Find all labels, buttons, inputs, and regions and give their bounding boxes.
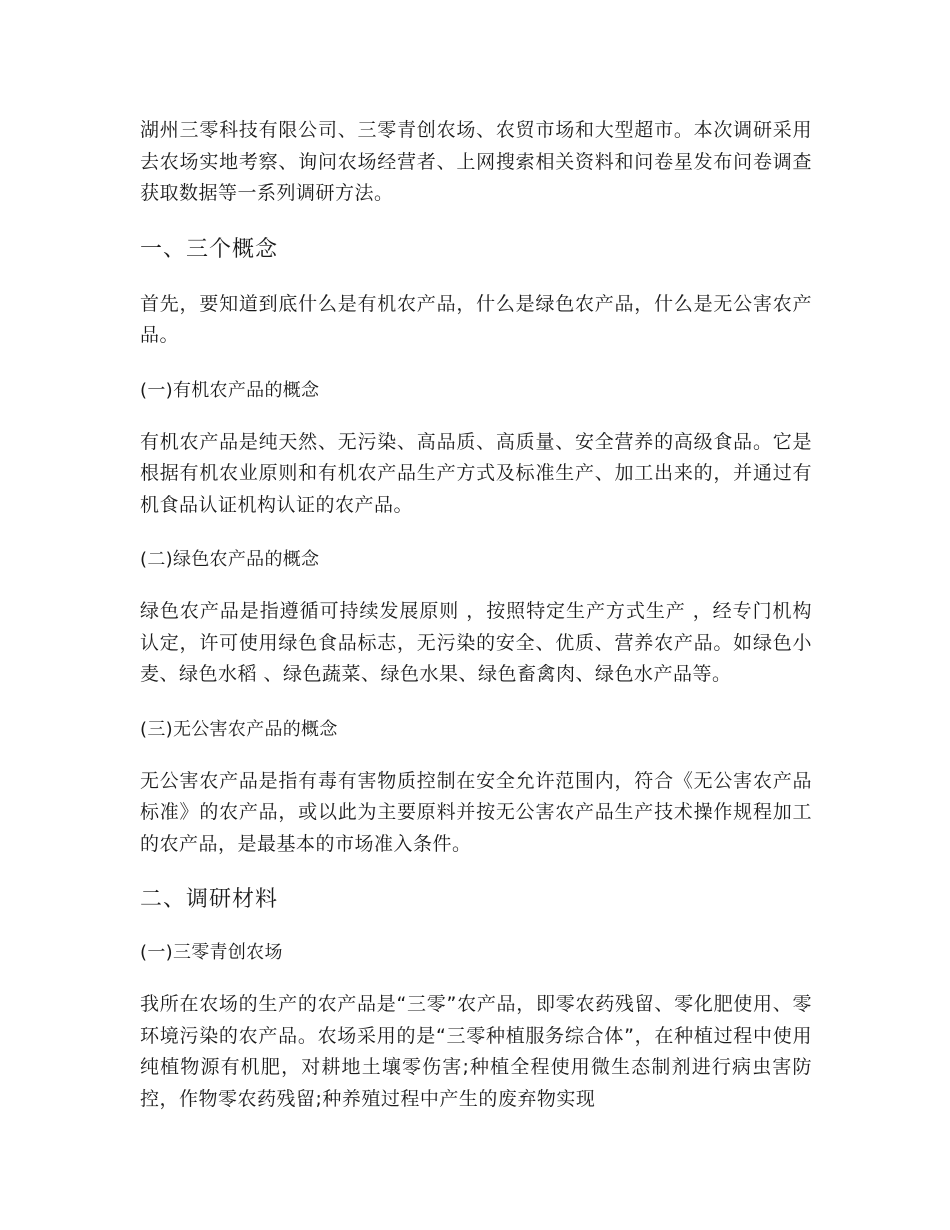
subheading-farm: (一)三零青创农场 <box>140 942 283 963</box>
farm-paragraph: 我所在农场的生产的农产品是“三零”农产品，即零农药残留、零化肥使用、零环境污染的农产品。农场采用的是“三零种植服务综合体”，在种植过程中使用纯植物源有机肥，对耕地土壤零伤害;种植全程使用微生态制剂进行病虫害防控，作物零农药残留;种养殖过程中产生的废弃物实现 <box>140 993 812 1110</box>
intro-paragraph: 湖州三零科技有限公司、三零青创农场、农贸市场和大型超市。本次调研采用去农场实地考察、询问农场经营者、上网搜索相关资料和问卷星发布问卷调查获取数据等一系列调研方法。 <box>140 119 812 204</box>
subheading-green: (二)绿色农产品的概念 <box>140 549 320 570</box>
subheading-pollution-free: (三)无公害农产品的概念 <box>140 718 338 740</box>
section-heading-materials: 二、调研材料 <box>140 887 279 912</box>
pollution-free-paragraph: 无公害农产品是指有毒有害物质控制在安全允许范围内，符合《无公害农产品标准》的农产品，或以此为主要原料并按无公害农产品生产技术操作规程加工的农产品，是最基本的市场准入条件。 <box>140 769 812 855</box>
document-page <box>140 115 812 1115</box>
organic-paragraph: 有机农产品是纯天然、无污染、高品质、高质量、安全营养的高级食品。它是根据有机农业原则和有机农产品生产方式及标准生产、加工出来的，并通过有机食品认证机构认证的农产品。 <box>140 430 812 516</box>
concepts-lead-paragraph: 首先，要知道到底什么是有机农产品，什么是绿色农产品，什么是无公害农产品。 <box>140 292 812 346</box>
section-heading-concepts: 一、三个概念 <box>140 236 279 262</box>
green-paragraph: 绿色农产品是指遵循可持续发展原则 ，按照特定生产方式生产 ，经专门机构认定，许可使用绿色食品标志，无污染的安全、优质、营养农产品。如绿色小麦、绿色水稻 、绿色蔬菜、绿色水果、绿色畜禽肉、绿色水产品等。 <box>140 600 812 685</box>
subheading-organic: (一)有机农产品的概念 <box>140 379 320 401</box>
